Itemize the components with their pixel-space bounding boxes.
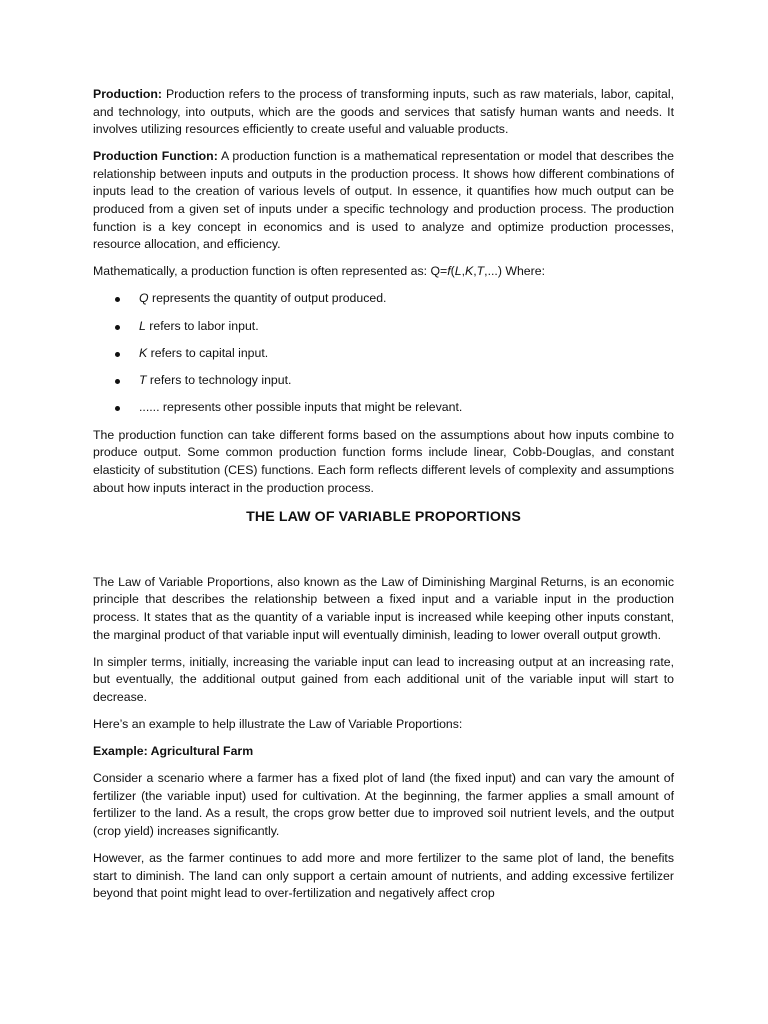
bullet-var: K	[139, 345, 148, 360]
law-paragraph: The Law of Variable Proportions, also known as the Law of Diminishing Marginal Returns, is an economic principle that describes the relationship between a fixed input and a variable input in the production process. It states that as the quantity of a variable input is increased while keeping other inputs constant, the marginal product of that variable input will eventually diminish, leading to lower overall output growth.	[93, 574, 674, 642]
formula-ellipsis: ...	[487, 264, 498, 279]
formula-comma-1: ,	[461, 264, 466, 279]
formula-comma-3: ,	[484, 264, 488, 279]
example-heading: Example: Agricultural Farm	[93, 744, 254, 758]
production-term: Production:	[93, 87, 162, 101]
list-item	[93, 399, 674, 417]
formula-comma-2: ,	[473, 264, 477, 279]
bullet-icon	[115, 379, 120, 384]
bullet-var: T	[139, 373, 147, 387]
simpler-paragraph: In simpler terms, initially, increasing the variable input can lead to increasing output at an increasing rate, but eventually, the additional output gained from each additional unit of the variable input will start to decrease.	[93, 654, 674, 704]
document-page	[93, 86, 674, 912]
formula-close: )	[497, 264, 502, 279]
variable-list	[93, 290, 674, 416]
formula-suffix: Where:	[501, 264, 545, 279]
formula-paragraph	[93, 263, 674, 281]
bullet-text: refers to technology input.	[146, 373, 292, 387]
bullet-var: L	[139, 318, 146, 333]
formula-k: K	[465, 264, 474, 279]
formula-t: T	[476, 264, 485, 279]
bullet-var: Q	[139, 291, 149, 306]
however-paragraph: However, as the farmer continues to add more and more fertilizer to the same plot of land, the benefits start to diminish. The land can only support a certain amount of nutrients, and adding excessive fertilizer beyond that point might lead to over-fertilization and negatively affect crop	[93, 850, 674, 901]
bullet-icon	[115, 406, 120, 411]
formula-l: L	[454, 264, 462, 279]
formula-q: Q	[430, 264, 441, 279]
list-item	[93, 372, 674, 390]
bullet-text: represents the quantity of output produced.	[148, 291, 387, 306]
forms-paragraph: The production function can take different forms based on the assumptions about how inputs combine to produce output. Some common production function forms include linear, Cobb-Douglas, and constant elasticity of substitution (CES) functions. Each form reflects different levels of complexity and assumptions about how inputs interact in the production process.	[93, 427, 674, 495]
scenario-paragraph: Consider a scenario where a farmer has a fixed plot of land (the fixed input) and can vary the amount of fertilizer (the variable input) used for cultivation. At the beginning, the farmer applies a small amount of fertilizer to the land. As a result, the crops grow better due to improved soil nutrient levels, and the output (crop yield) increases significantly.	[93, 771, 674, 838]
bullet-text: ...... represents other possible inputs that might be relevant.	[139, 400, 463, 415]
production-function-paragraph	[93, 148, 674, 254]
production-function-text: A production function is a mathematical representation or model that describes the relationship between inputs and outputs in the production process. It shows how different combinations of inputs lead to the creation of various levels of output. In essence, it quantifies how much output can be produced from a given set of inputs under a specific technology and production process. The production function is a key concept in economics and is used to analyze and optimize production processes, resource allocation, and efficiency.	[93, 149, 674, 252]
bullet-icon	[115, 352, 120, 357]
list-item	[93, 290, 674, 308]
formula-open: (	[450, 264, 455, 279]
formula-equals: =	[440, 264, 448, 279]
formula-f: f	[447, 264, 451, 279]
production-function-term: Production Function:	[93, 149, 218, 164]
section-heading: THE LAW OF VARIABLE PROPORTIONS	[246, 509, 521, 526]
list-item	[93, 318, 674, 336]
formula-prefix: Mathematically, a production function is often represented as:	[93, 264, 431, 279]
bullet-text: refers to labor input.	[145, 318, 259, 333]
list-item	[93, 345, 674, 363]
production-text: Production refers to the process of transforming inputs, such as raw materials, labor, capital, and technology, into outputs, which are the goods and services that satisfy human wants and needs. It involves utilizing resources efficiently to create useful and valuable products.	[93, 87, 674, 137]
example-intro: Here’s an example to help illustrate the Law of Variable Proportions:	[93, 716, 463, 731]
production-paragraph	[93, 86, 674, 139]
bullet-icon	[115, 325, 120, 330]
bullet-text: refers to capital input.	[147, 345, 269, 360]
bullet-icon	[115, 297, 120, 302]
